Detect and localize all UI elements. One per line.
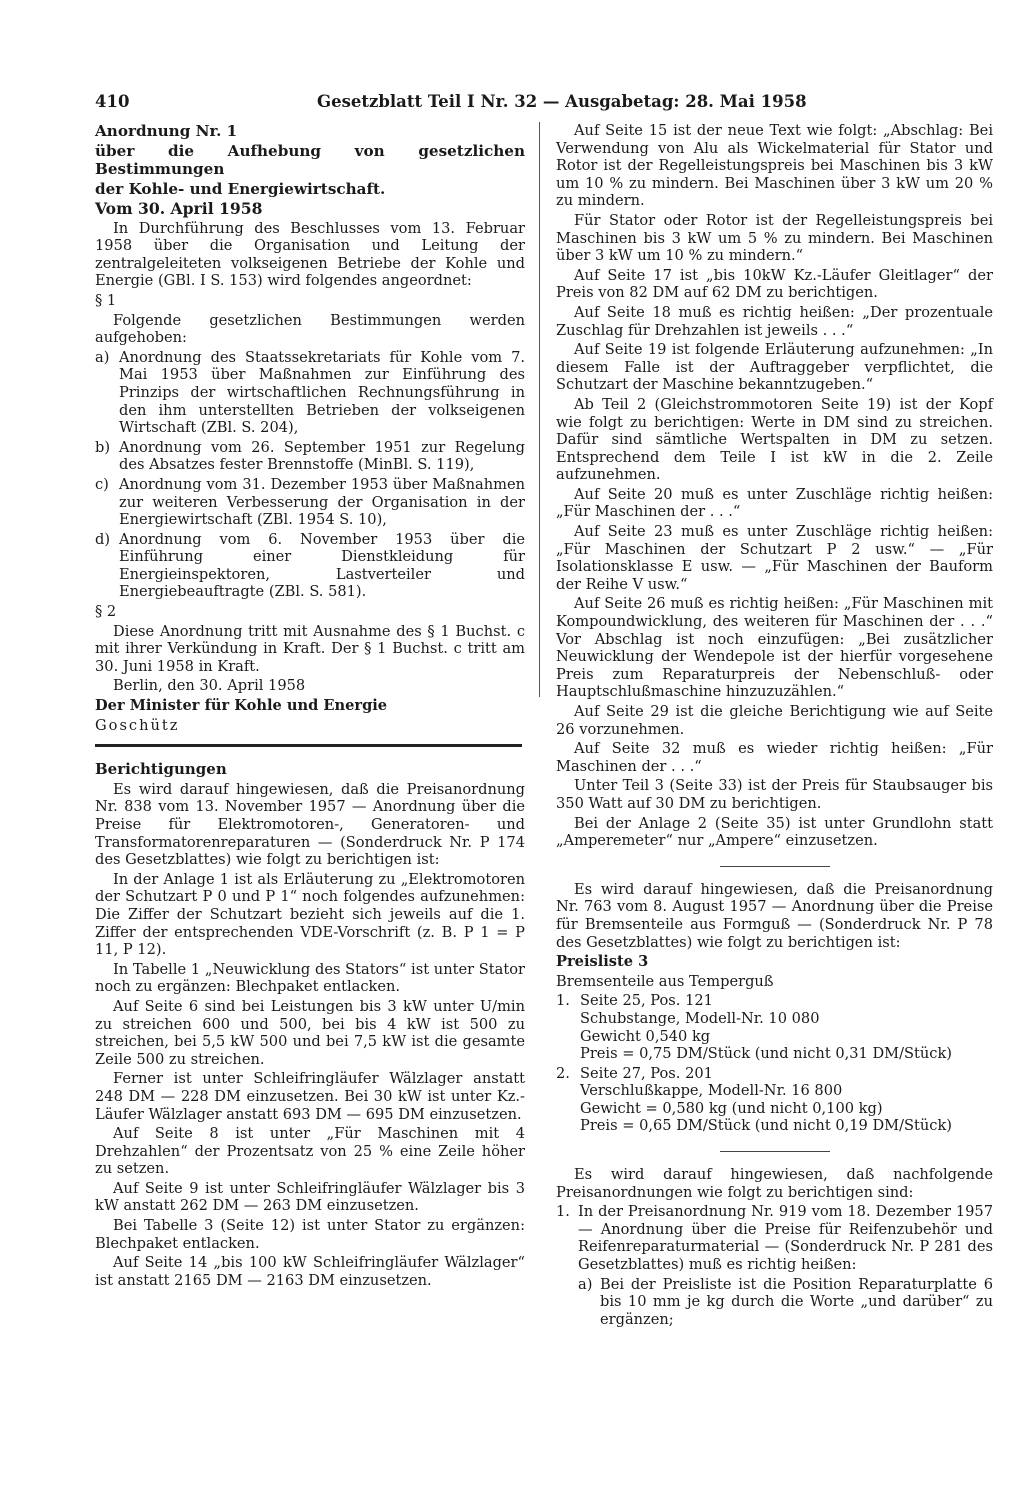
correction-paragraph: Unter Teil 3 (Seite 33) ist der Preis für Staubsauger bis 350 Watt auf 30 DM zu berichtigen. [556,777,993,812]
price-entry-line: Preis = 0,65 DM/Stück (und nicht 0,19 DM/Stück) [580,1117,952,1135]
list-item [95,439,525,474]
short-separator [720,1151,830,1152]
correction-paragraph: Auf Seite 18 muß es richtig heißen: „Der prozentuale Zuschlag für Drehzahlen ist jeweils . . .“ [556,303,993,339]
list-item-text: Bei der Preisliste ist die Position Reparaturplatte 6 bis 10 mm je kg durch die Worte „und darüber“ zu ergänzen; [600,1275,993,1328]
list-item [95,476,525,529]
price-entry-line: Schubstange, Modell-Nr. 10 080 [580,1009,820,1027]
ordinance-date: Vom 30. April 1958 [95,199,263,218]
page-header [95,92,995,120]
correction-paragraph: Auf Seite 19 ist folgende Erläuterung aufzunehmen: „In diesem Falle ist der Auftraggeber verpflichtet, die Schutzart der Maschine bekanntzugeben.“ [556,341,993,394]
left-column [95,122,525,1291]
correction-paragraph: In der Anlage 1 ist als Erläuterung zu „Elektromotoren der Schutzart P 0 und P 1“ noch folgendes aufzunehmen: Die Ziffer der Schutzart bezieht sich jeweils auf die 1. Ziffer der entsprechenden VDE-Vorschrift (z. B. P 1 = P 11, P 12). [95,870,525,959]
price-list-heading: Preisliste 3 [556,953,649,971]
correction-paragraph: Ab Teil 2 (Gleichstrommotoren Seite 19) ist der Kopf wie folgt zu berichtigen: Werte in DM sind zu streichen. Dafür sind sämtliche Wertspalten in DM zu setzen. Entsprechend dem Teile I ist kW in die 2. Zeile aufzunehmen. [556,395,993,484]
section-separator [95,744,522,747]
list-item-text: Anordnung vom 31. Dezember 1953 über Maßnahmen zur weiteren Verbesserung der Organisation in der Energiewirtschaft (ZBl. 1954 S. 10), [119,475,525,529]
correction-paragraph: Bei Tabelle 3 (Seite 12) ist unter Stator zu ergänzen: Blechpaket entlacken. [95,1217,525,1252]
ordinance-title: Anordnung Nr. 1 [95,122,238,140]
list-item-label: b) [95,438,111,456]
price-entry-line: Gewicht 0,540 kg [580,1027,711,1045]
notice-paragraph: Es wird darauf hingewiesen, daß die Preisanordnung Nr. 763 vom 8. August 1957 — Anordnung über die Preise für Bremsenteile aus Formguß — (Sonderdruck Nr. P 78 des Gesetzblattes) wie folgt zu berichtigen ist: [556,880,993,951]
list-item-text: Anordnung vom 6. November 1953 über die Einführung einer Dienstkleidung für Energieinspektoren, Lastverteiler und Energiebeauftragte (ZBl. S. 581). [119,530,525,601]
price-entry-line: Preis = 0,75 DM/Stück (und nicht 0,31 DM/Stück) [580,1045,952,1063]
price-entry-label: 2. [556,1064,570,1082]
price-entry-body [580,1065,993,1135]
right-column [556,122,993,1330]
correction-paragraph: Auf Seite 14 „bis 100 kW Schleifringläufer Wälzlager“ ist anstatt 2165 DM — 2163 DM einzusetzen. [95,1254,525,1289]
ordinance-subtitle-2: der Kohle- und Energiewirtschaft. [95,180,386,198]
list-item-text: Anordnung des Staatssekretariats für Kohle vom 7. Mai 1953 über Maßnahmen zur Einführung des Prinzips der wirtschaftlichen Rechnungsführung in den ihm unterstellten Betrieben der volkseigenen Wirtschaft (ZBl. S. 204), [119,348,525,437]
price-entry [556,1065,993,1135]
ordinance-subtitle-1: über die Aufhebung von gesetzlichen Bestimmungen [95,142,525,178]
price-entry [556,992,993,1062]
list-item-label: a) [95,348,110,366]
section-2-heading: § 2 [95,603,117,621]
price-entry-line: Seite 25, Pos. 121 [580,992,713,1010]
header-title: Gesetzblatt Teil I Nr. 32 — Ausgabetag: 28. Mai 1958 [317,92,807,111]
correction-paragraph: Es wird darauf hingewiesen, daß die Preisanordnung Nr. 838 vom 13. November 1957 — Anordnung über die Preise für Elektromotoren-, Generatoren- und Transformatorenreparaturen — (Sonderdruck Nr. P 174 des Gesetzblattes) wie folgt zu berichtigen ist: [95,780,525,869]
place-date: Berlin, den 30. April 1958 [113,677,306,695]
list-item-label: c) [95,475,109,493]
list-item [95,531,525,601]
price-entry-body [580,992,993,1062]
price-list-subheading: Bremsenteile aus Temperguß [556,972,774,990]
short-separator [720,866,830,867]
correction-paragraph: Auf Seite 20 muß es unter Zuschläge richtig heißen: „Für Maschinen der . . .“ [556,485,993,521]
price-entry-label: 1. [556,992,570,1010]
section-2-text: Diese Anordnung tritt mit Ausnahme des § 1 Buchst. c mit ihrer Verkündung in Kraft. Der § 1 Buchst. c tritt am 30. Juni 1958 in Kraft. [95,622,525,675]
correction-paragraph: Auf Seite 17 ist „bis 10kW Kz.-Läufer Gleitlager“ der Preis von 82 DM auf 62 DM zu berichtigen. [556,266,993,302]
ordinance-intro: In Durchführung des Beschlusses vom 13. Februar 1958 über die Organisation und Leitung der zentralgeleiteten volkseigenen Betriebe der Kohle und Energie (GBl. I S. 153) wird folgendes angeordnet: [95,219,525,290]
column-divider [539,122,540,697]
correction-paragraph: Ferner ist unter Schleifringläufer Wälzlager anstatt 248 DM — 228 DM einzusetzen. Bei 30 kW ist unter Kz.-Läufer Wälzlager anstatt 693 DM — 695 DM einzusetzen. [95,1070,525,1123]
correction-paragraph: Auf Seite 8 ist unter „Für Maschinen mit 4 Drehzahlen“ der Prozentsatz von 25 % eine Zeile höher zu setzen. [95,1125,525,1178]
correction-paragraph: Auf Seite 23 muß es unter Zuschläge richtig heißen: „Für Maschinen der Schutzart P 2 usw.“ — „Für Isolationsklasse E usw. — „Für Maschinen der Bauform der Reihe V usw.“ [556,523,993,593]
correction-paragraph: Auf Seite 32 muß es wieder richtig heißen: „Für Maschinen der . . .“ [556,740,993,775]
list-item [556,1203,993,1273]
correction-paragraph: In Tabelle 1 „Neuwicklung des Stators“ ist unter Stator noch zu ergänzen: Blechpaket entlacken. [95,960,525,996]
section-1-text: Folgende gesetzlichen Bestimmungen werden aufgehoben: [95,311,525,347]
correction-paragraph: Für Stator oder Rotor ist der Regelleistungspreis bei Maschinen bis 3 kW um 5 % zu mindern. Bei Maschinen über 3 kW um 10 % zu mindern.“ [556,211,993,265]
corrections-heading: Berichtigungen [95,760,227,779]
price-entry-line: Seite 27, Pos. 201 [580,1064,713,1082]
correction-paragraph: Auf Seite 9 ist unter Schleifringläufer Wälzlager bis 3 kW anstatt 262 DM — 263 DM einzusetzen. [95,1179,525,1215]
list-item [95,349,525,437]
list-item-text: Anordnung vom 26. September 1951 zur Regelung des Absatzes fester Brennstoffe (MinBl. S. 119), [119,438,525,474]
correction-paragraph: Auf Seite 15 ist der neue Text wie folgt: „Abschlag: Bei Verwendung von Alu als Wickelmaterial für Stator und Rotor ist der Regelleistungspreis bei Maschinen bis 3 kW um 10 % zu mindern. Bei Maschinen über 3 kW um 20 % zu mindern. [556,122,993,210]
list-item-label: d) [95,530,111,548]
list-item [556,1276,993,1329]
list-item-label: a) [578,1275,593,1293]
list-item-text: In der Preisanordnung Nr. 919 vom 18. Dezember 1957 — Anordnung über die Preise für Reifenzubehör und Reifenreparaturmaterial — (Sonderdruck Nr. P 281 des Gesetzblattes) muß es richtig heißen: [578,1203,993,1274]
section-1-heading: § 1 [95,291,117,309]
correction-paragraph: Auf Seite 26 muß es richtig heißen: „Für Maschinen mit Kompoundwicklung, des weiteren für Maschinen der . . .“ Vor Abschlag ist noch einzufügen: „Bei zusätzlicher Neuwicklung der Wendepole ist der hierfür vorgesehene Preis zum Reparaturpreis der Nebenschluß- oder Hauptschlußmaschine hinzuzuzählen.“ [556,595,993,701]
correction-paragraph: Auf Seite 29 ist die gleiche Berichtigung wie auf Seite 26 vorzunehmen. [556,703,993,738]
list-item-label: 1. [556,1203,570,1221]
price-entry-line: Gewicht = 0,580 kg (und nicht 0,100 kg) [580,1099,883,1117]
price-entry-line: Verschlußkappe, Modell-Nr. 16 800 [580,1082,843,1100]
minister-title: Der Minister für Kohle und Energie [95,697,388,715]
page-number: 410 [95,92,130,111]
correction-paragraph: Bei der Anlage 2 (Seite 35) ist unter Grundlohn statt „Amperemeter“ nur „Ampere“ einzusetzen. [556,814,993,850]
correction-paragraph: Auf Seite 6 sind bei Leistungen bis 3 kW unter U/min zu streichen 600 und 500, bei bis 4 kW ist 500 zu streichen, bei 5,5 kW 500 und bei 7,5 kW ist die gesamte Zeile 500 zu streichen. [95,997,525,1068]
minister-name: Goschütz [95,716,180,734]
notice-paragraph: Es wird darauf hingewiesen, daß nachfolgende Preisanordnungen wie folgt zu berichtigen sind: [556,1166,993,1201]
